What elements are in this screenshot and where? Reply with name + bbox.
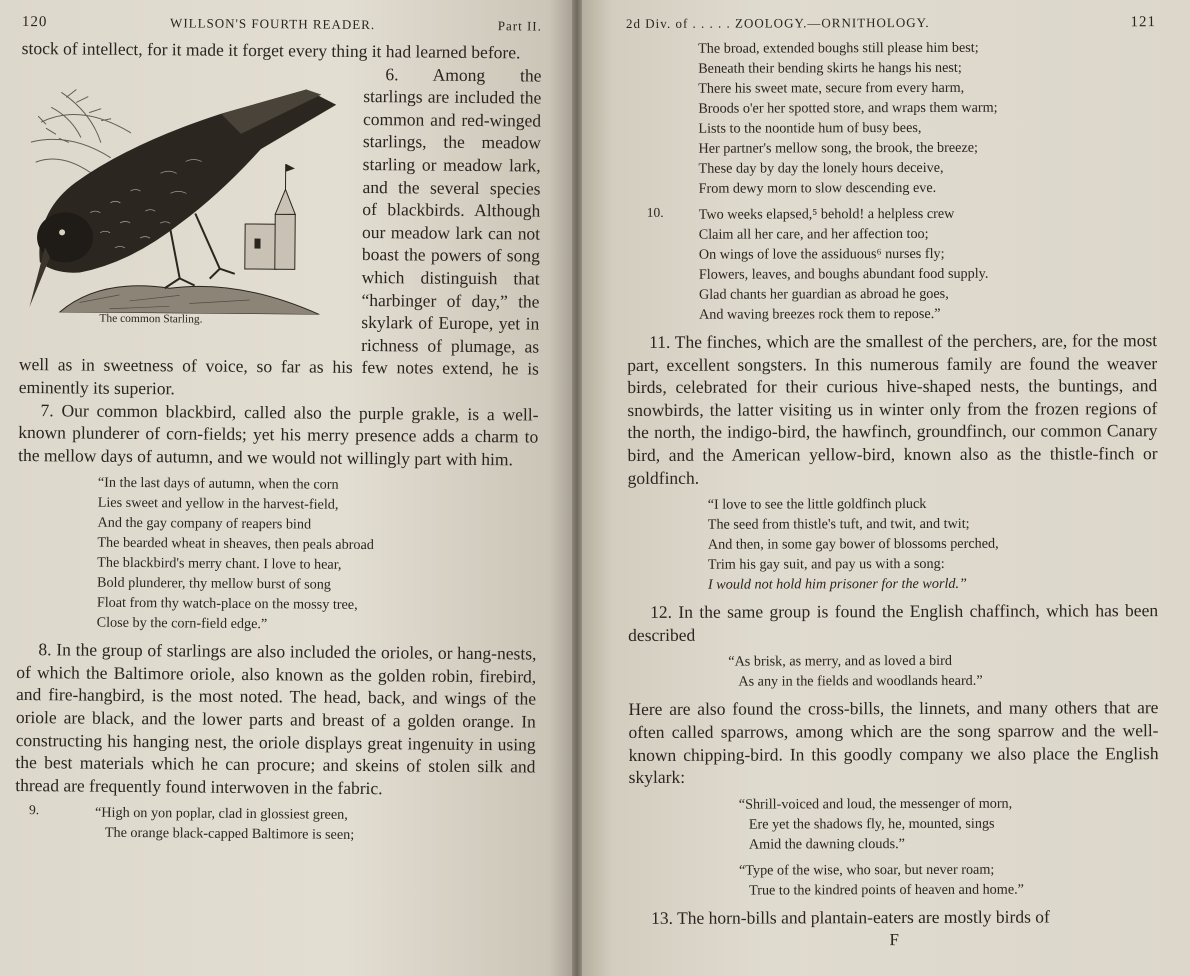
poem-line: I would not hold him prisoner for the world.” (707, 575, 967, 593)
poem-line: Lies sweet and yellow in the harvest-field, (97, 494, 339, 514)
right-page-number: 121 (1130, 14, 1157, 31)
poem-line: These day by day the lonely hours deceive, (698, 159, 944, 177)
poem-7 (97, 473, 538, 637)
poem-11 (708, 493, 1158, 595)
right-page (582, 0, 1190, 976)
starling-illustration (19, 62, 351, 335)
poem-line: The seed from thistle's tuft, and twit, and twit; (707, 515, 970, 533)
left-page (0, 0, 572, 976)
poem-9-start (15, 802, 535, 847)
verse-number-10: 10. (646, 204, 664, 220)
starling-engraving (19, 62, 351, 315)
right-page-text (626, 14, 1159, 951)
poem-line: True to the kindred points of heaven and home.” (749, 881, 1024, 899)
figure-caption: The common Starling. (99, 312, 203, 326)
poem-line: “High on yon poplar, clad in glossiest green, (94, 805, 348, 824)
poem-12b (739, 793, 1159, 854)
poem-line: Ere yet the shadows fly, he, mounted, sings (748, 815, 995, 833)
poem-line: “Type of the wise, who soar, but never roam; (738, 861, 995, 879)
left-page-number: 120 (21, 14, 48, 31)
paragraph-6: 6. Among the starlings are included the common and red-winged starlings, the meadow starling or meadow lark, and the several species of blackbirds. Although our meadow lark can not boast the powers of song which distinguish that “harbinger of day,” the skylark of Europe, yet in richness of plumage, as well as in sweetness of voice, so far as his few notes extend, he is eminently its superior. (18, 63, 542, 399)
poem-line: There his sweet mate, secure from every harm, (698, 79, 965, 97)
poem-line: Glad chants her guardian as abroad he goes, (698, 285, 949, 303)
poem-line: Trim his gay suit, and pay us with a song: (707, 556, 945, 573)
poem-12c (739, 859, 1159, 900)
poem-line: Claim all her care, and her affection too; (698, 225, 929, 243)
poem-12 (728, 650, 1158, 692)
poem-line: From dewy morn to slow descending eve. (698, 179, 937, 197)
poem-line: The bearded wheat in sheaves, then peals abroad (97, 534, 374, 554)
poem-line: As any in the fields and woodlands heard.” (738, 673, 983, 690)
poem-line: And waving breezes rock them to repose.” (699, 305, 941, 323)
poem-line: Broods o'er her spotted store, and wraps them warm; (698, 99, 998, 117)
poem-line: Two weeks elapsed,⁵ behold! a helpless crew (698, 205, 955, 223)
poem-line: Lists to the noontide hum of busy bees, (698, 119, 922, 137)
poem-line: Her partner's mellow song, the brook, the breeze; (698, 139, 979, 157)
poem-9-continued (698, 37, 1157, 199)
right-running-head (626, 14, 1156, 33)
poem-line: Float from thy watch-place on the mossy tree, (96, 594, 358, 614)
left-page-text (15, 14, 542, 853)
book-gutter (572, 0, 582, 976)
poem-line: “Shrill-voiced and loud, the messenger of morn, (738, 795, 1013, 813)
paragraph-12b: Here are also found the cross-bills, the linnets, and many others that are often called sparrows, among which are the song sparrow and the well-known chipping-bird. In this goodly company we also place the English skylark: (628, 697, 1159, 788)
poem-line: The blackbird's merry chant. I love to hear, (97, 554, 342, 574)
left-intro-paragraph: stock of intellect, for it made it forget every thing it had learned before. (21, 37, 521, 63)
paragraph-7: 7. Our common blackbird, called also the purple grakle, is a well-known plunderer of corn-fields; yet his merry presence adds a charm to the mellow days of autumn, and we would not willingly part with him. (18, 399, 539, 469)
poem-line: And the gay company of reapers bind (97, 514, 312, 533)
verse-number-9: 9. (28, 802, 40, 818)
poem-10 (699, 203, 1157, 325)
poem-line: The orange black-capped Baltimore is seen; (104, 825, 355, 844)
poem-line: The broad, extended boughs still please him best; (698, 39, 979, 57)
poem-line: On wings of love the assiduous⁶ nurses fly; (698, 245, 945, 263)
left-running-head (22, 14, 542, 36)
poem-line: Beneath their bending skirts he hangs his nest; (698, 59, 962, 77)
paragraph-11: 11. The finches, which are the smallest of the perchers, are, for the most part, excellent songsters. In this numerous family are found the weaver birds, celebrated for their curious hive-shaped nests, the buntings, and snowbirds, the latter visiting us in winter only from the frozen regions of the north, the indigo-bird, the hawfinch, groundfinch, our common Canary bird, and the American yellow-bird, known also as the thistle-finch or goldfinch. (627, 330, 1158, 488)
signature-mark: F (889, 930, 899, 950)
poem-line: Amid the dawning clouds.” (748, 835, 905, 853)
poem-line: And then, in some gay bower of blossoms perched, (707, 535, 999, 553)
poem-line: “I love to see the little goldfinch pluck (707, 496, 927, 513)
paragraph-8: 8. In the group of starlings are also included the orioles, or hang-nests, of which the Baltimore oriole, also known as the golden robin, firebird, and fire-hangbird, is the most noted. The head, back, and wings of the oriole are black, and the lower parts and breast of a golden orange. In constructing his hanging nest, the oriole displays great ingenuity in using the best materials which he can procure; and skeins of stolen silk and thread are frequently found interwoven in the fabric. (15, 639, 537, 799)
right-running-title: 2d Div. of . . . . . ZOOLOGY.—ORNITHOLOGY. (626, 14, 930, 31)
poem-line: Flowers, leaves, and boughs abundant food supply. (698, 265, 989, 283)
left-running-title: WILLSON'S FOURTH READER. (170, 15, 376, 33)
poem-line: Bold plunderer, thy mellow burst of song (96, 574, 332, 593)
poem-line: “In the last days of autumn, when the corn (97, 474, 339, 494)
paragraph-12: 12. In the same group is found the English chaffinch, which has been described (628, 600, 1159, 645)
paragraph-13: 13. The horn-bills and plantain-eaters are mostly birds of (651, 906, 1050, 928)
poem-9 (95, 803, 535, 847)
poem-10-block (627, 203, 1157, 325)
poem-line: Close by the corn-field edge.” (96, 614, 268, 633)
left-part-label: Part II. (497, 18, 542, 34)
poem-line: “As brisk, as merry, and as loved a bird (728, 653, 952, 670)
